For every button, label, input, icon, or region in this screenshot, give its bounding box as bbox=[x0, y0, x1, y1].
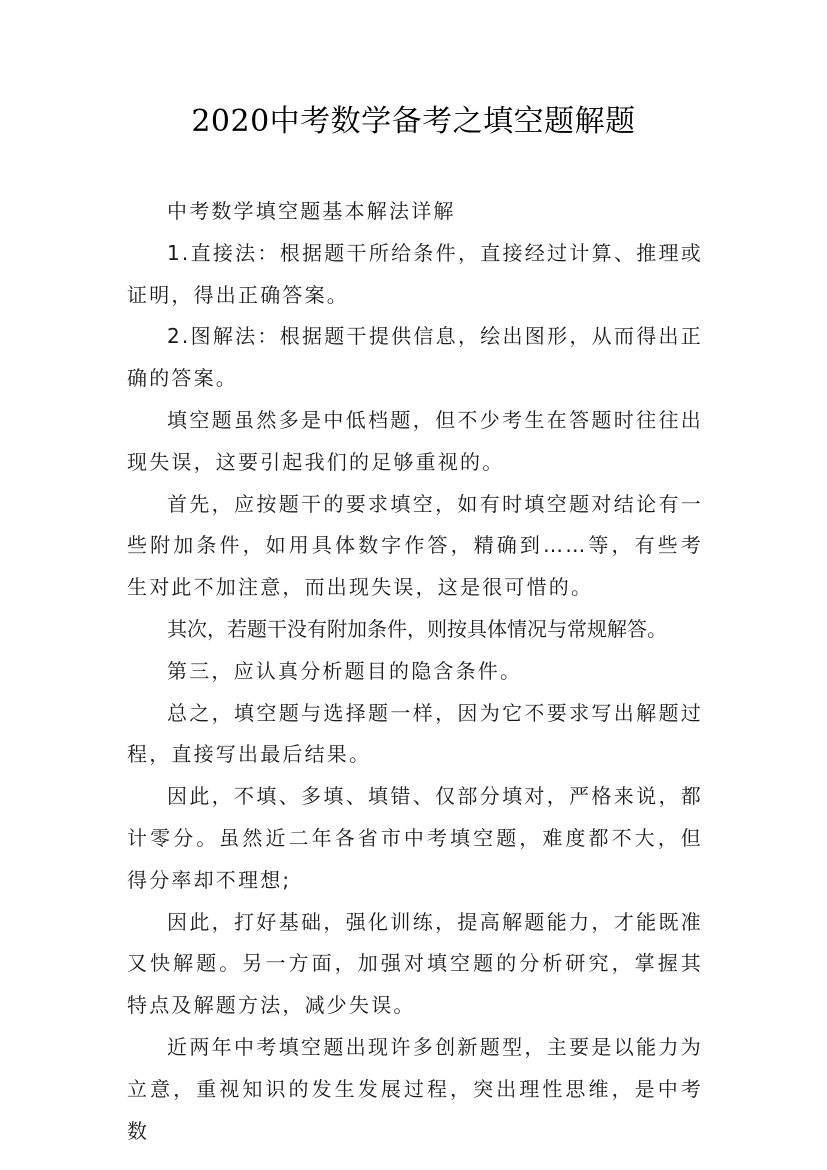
document-body bbox=[127, 191, 703, 1152]
paragraph-first-point: 首先，应按题干的要求填空，如有时填空题对结论有一些附加条件，如用具体数字作答，精确到……等，有些考生对此不加注意，而出现失误，这是很可惜的。 bbox=[127, 491, 703, 600]
paragraph-graphic-method: 2.图解法：根据题干提供信息，绘出图形，从而得出正确的答案。 bbox=[127, 324, 703, 391]
document-title: 2020中考数学备考之填空题解题 bbox=[191, 104, 636, 139]
paragraph-direct-method: 1.直接法：根据题干所给条件，直接经过计算、推理或证明，得出正确答案。 bbox=[127, 240, 703, 307]
paragraph-second-point: 其次，若题干没有附加条件，则按具体情况与常规解答。 bbox=[167, 616, 667, 641]
paragraph-common-errors: 填空题虽然多是中低档题，但不少考生在答题时往往出现失误，这要引起我们的足够重视的。 bbox=[127, 407, 703, 474]
paragraph-scoring: 因此，不填、多填、填错、仅部分填对，严格来说，都计零分。虽然近二年各省市中考填空题，难度都不大，但得分率却不理想; bbox=[127, 784, 703, 892]
paragraph-summary: 总之，填空题与选择题一样，因为它不要求写出解题过程，直接写出最后结果。 bbox=[127, 700, 703, 767]
paragraph-intro-heading: 中考数学填空题基本解法详解 bbox=[167, 199, 456, 223]
paragraph-third-point: 第三，应认真分析题目的隐含条件。 bbox=[167, 658, 523, 683]
paragraph-new-question-types: 近两年中考填空题出现许多创新题型，主要是以能力为立意，重视知识的发生发展过程，突出理性思维，是中考数 bbox=[127, 1034, 703, 1143]
paragraph-training: 因此，打好基础，强化训练，提高解题能力，才能既准又快解题。另一方面，加强对填空题的分析研究，掌握其特点及解题方法，减少失误。 bbox=[127, 909, 703, 1018]
